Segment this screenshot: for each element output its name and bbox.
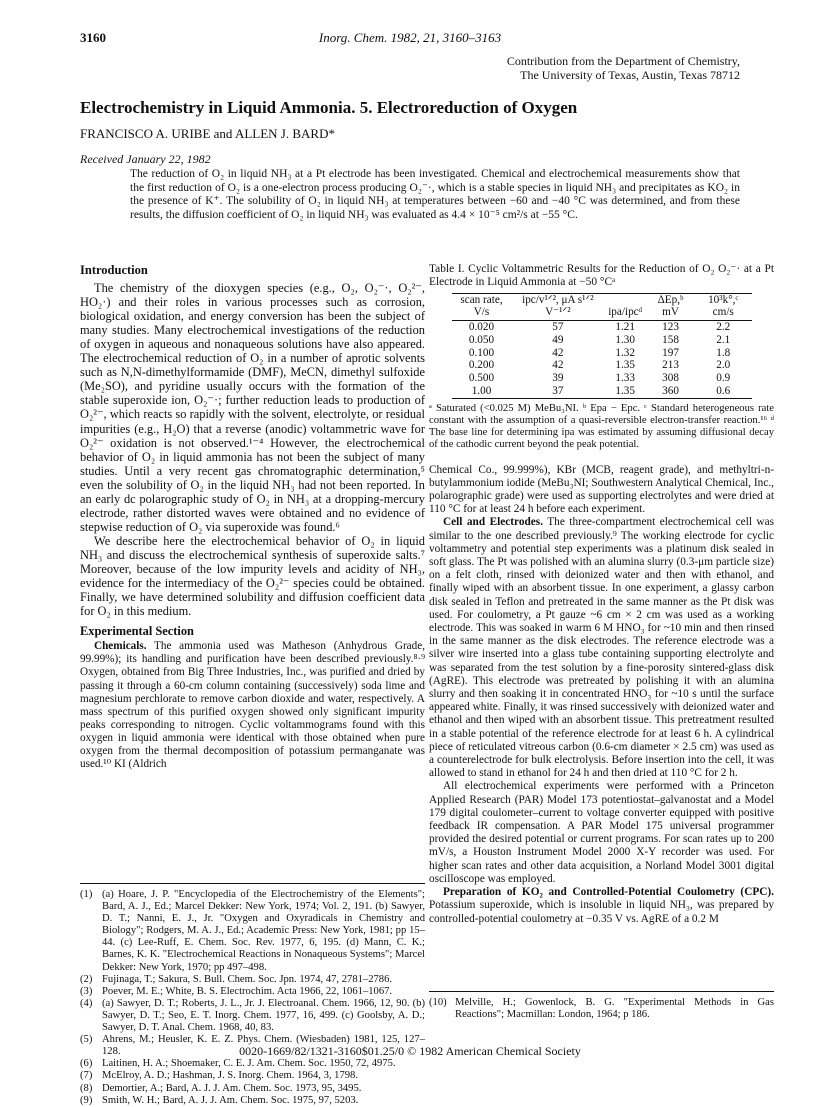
reference-text: Smith, W. H.; Bard, A. J. J. Am. Chem. Soc. 1975, 97, 5203. bbox=[102, 1094, 359, 1106]
reference-item bbox=[80, 889, 425, 974]
references-right bbox=[429, 991, 774, 1021]
reference-number: (8) bbox=[80, 1082, 93, 1094]
reference-text: Laitinen, H. A.; Shoemaker, C. E. J. Am. Chem. Soc. 1950, 72, 4975. bbox=[102, 1058, 396, 1070]
table-cell: 1.33 bbox=[615, 372, 635, 385]
table-cell: 0.100 bbox=[468, 346, 495, 359]
table-cell: 37 bbox=[512, 385, 605, 398]
table-1 bbox=[429, 263, 774, 452]
reference-item bbox=[80, 1070, 425, 1082]
reference-number: (6) bbox=[80, 1058, 93, 1070]
right-column bbox=[429, 263, 774, 926]
reference-text: Ahrens, M.; Heusler, K. E. Z. Phys. Chem. (Wiesbaden) 1981, 125, 127–128. bbox=[102, 1034, 425, 1058]
table-cell: 42 bbox=[552, 346, 564, 359]
table-cell: 1.30 bbox=[615, 333, 635, 346]
reference-text: Poever, M. E.; White, B. S. Electrochim. Acta 1966, 22, 1061–1067. bbox=[102, 985, 393, 997]
column-header: 10³k°,ᶜ cm/s bbox=[695, 294, 752, 321]
column-header: ipa/ipcᵈ bbox=[604, 294, 646, 321]
table-cell: 0.500 bbox=[468, 372, 495, 385]
table-row bbox=[452, 372, 752, 385]
section-heading-introduction: Introduction bbox=[80, 263, 148, 277]
table-row bbox=[452, 347, 752, 360]
table-cell: 0.020 bbox=[468, 321, 495, 333]
table-cell: 2.1 bbox=[716, 333, 731, 346]
table-cell: 197 bbox=[662, 346, 679, 359]
references-left bbox=[80, 883, 425, 1107]
table-cell: 42 bbox=[552, 359, 564, 372]
reference-item bbox=[80, 986, 425, 998]
contribution-line: The University of Texas, Austin, Texas 78712 bbox=[520, 68, 740, 82]
page-number: 3160 bbox=[80, 30, 106, 45]
reference-text: McElroy, A. D.; Hashman, J. S. Inorg. Chem. 1964, 3, 1798. bbox=[102, 1070, 359, 1082]
reference-text: Melville, H.; Gowenlock, B. G. "Experimental Methods in Gas Reactions"; Macmillan: London, 1964; p 186. bbox=[455, 997, 774, 1021]
paragraph-text: The ammonia used was Matheson (Anhydrous Grade, 99.99%); its handling and purification have been described previously.⁸·⁹ Oxygen, obtained from Big Three Industries, Inc., was purified and dried by passing it through a 60-cm column containing (successively) soda lime and magnesium perchlorate to remove carbon dioxide and water, respectively. A mass spectrum of this purified oxygen showed only significant impurity peaks corresponding to nitrogen. Cyclic voltammograms found with this oxygen in liquid ammonia were identical with those obtained when pure oxygen from the thermal decomposition of potassium permanganate was used.¹⁰ KI (Aldrich bbox=[80, 640, 425, 771]
table-cell: 1.8 bbox=[716, 346, 731, 359]
table-caption: Table I. Cyclic Voltammetric Results for the Reduction of O₂ O₂⁻· at a Pt Electrode in Liquid Ammonia at −50 °Cᵃ bbox=[429, 263, 774, 288]
paragraph: Chemical Co., 99.999%), KBr (MCB, reagent grade), and methyltri-n-butylammonium iodide (MeBu₃NI; Southwestern Analytical Chemical, Inc., polarographic grade) were used as supporting electrolytes and were dried at 110 °C for at least 24 h before each experiment. bbox=[429, 463, 774, 516]
journal-citation: Inorg. Chem. 1982, 21, 3160–3163 bbox=[318, 30, 502, 45]
reference-number: (9) bbox=[80, 1094, 93, 1106]
paragraph: We describe here the electrochemical behavior of O₂ in liquid NH₃ and discuss the electrochemical synthesis of superoxide salts.⁷ Moreover, because of the low impurity levels and acidity of NH₃, evidence for the intermediacy of the O₂²⁻ species could be obtained. Finally, we have determined solubility and diffusion coefficient data for O₂ in this medium. bbox=[80, 533, 425, 619]
table-row bbox=[452, 321, 752, 334]
article-authors: FRANCISCO A. URIBE and ALLEN J. BARD* bbox=[80, 126, 335, 141]
table-cell: 0.6 bbox=[695, 385, 752, 398]
table-cell: 0.200 bbox=[468, 359, 495, 372]
paragraph bbox=[429, 516, 774, 780]
table-cell: 0.050 bbox=[468, 333, 495, 346]
table-cell: 1.00 bbox=[452, 385, 512, 398]
reference-number: (1) bbox=[80, 889, 93, 900]
table-cell: 1.35 bbox=[604, 385, 646, 398]
left-column bbox=[80, 263, 425, 771]
paragraph: All electrochemical experiments were performed with a Princeton Applied Research (PAR) Model 173 potentiostat–galvanostat and a Model 179 digital coulometer–current to voltage converter equipped with positive feedback IR compensation. A PAR Model 175 universal programmer provided the desired potential or current programs. For scan rates up to 200 mV/s, a Houston Instrument Model 2000 X-Y recorder was used. For higher scan rates and other data acquisition, a Norland Model 3001 digital oscilloscope was employed. bbox=[429, 780, 774, 885]
received-date: Received January 22, 1982 bbox=[80, 152, 211, 166]
table-cell: 57 bbox=[552, 321, 564, 333]
table-cell: 39 bbox=[552, 372, 564, 385]
table-row bbox=[452, 385, 752, 398]
results-table bbox=[452, 293, 752, 399]
reference-text: (a) Hoare, J. P. "Encyclopedia of the Electrochemistry of the Elements"; Bard, A. J., Ed.; Marcel Dekker: New York, 1974; Vol. 2, 191. (b) Sawyer, D. T.; Nanni, E. J., Jr. "Oxygen and Oxyradicals in Chemistry and Biology"; Rodgers, M. A. J., Ed.; Academic Press: New York, 1981; pp 15–44. (c) Lee-Ruff, E. Chem. Soc. Rev. 1977, 6, 195. (d) Mann, C. K.; Barnes, K. K. "Electrochemical Reactions in Nonaqueous Systems"; Marcel Dekker: New York, 1970; pp 497–498. bbox=[102, 889, 425, 973]
run-in-heading: Cell and Electrodes. bbox=[443, 516, 544, 529]
paragraph-text: The three-compartment electrochemical cell was similar to the one described previously.⁹ The working electrode for cyclic voltammetry and potential step experiments was a platinum disk sealed in soft glass. The Pt was polished with an alumina slurry (0.3-μm particle size) on a felt cloth, rinsed with deionized water and then with ethanol, and finally wiped with an absorbent tissue. In one experiment, a glassy carbon disk sealed in Teflon and pretreated in the same manner as the Pt disk was used. For coulometry, a Pt gauze ~6 cm × 2 cm was used as a working electrode. This was soaked in warm 6 M HNO₃ for ~10 min and then rinsed in the same manner as the disk electrodes. The reference electrode was a silver wire inserted into a glass tube containing supporting electrolyte and was separated from the test solution by a fine-porosity sintered-glass disk (AgRE). This electrode was pretreated by polishing it with an alumina slurry and then soaking it in concentrated HNO₃ for ~10 s until the surface appeared white. Finally, it was rinsed successively with deionized water and ethanol and then wiped with an absorbent tissue. This pretreatment resulted in a stable potential of the reference electrode for at least 6 h. A cylindrical piece of reticulated vitreous carbon (0.6-cm diameter × 2.5 cm) was used as a counterelectrode for bulk electrolysis. Before insertion into the cell, it was allowed to stand in ethanol for 24 h and then dried at 110 °C for 2 h. bbox=[429, 516, 774, 780]
reference-number: (3) bbox=[80, 985, 93, 997]
table-cell: 1.32 bbox=[615, 346, 635, 359]
table-cell: 1.35 bbox=[615, 359, 635, 372]
reference-item bbox=[80, 1095, 425, 1107]
article-title: Electrochemistry in Liquid Ammonia. 5. Electroreduction of Oxygen bbox=[80, 98, 578, 117]
paragraph: The chemistry of the dioxygen species (e.g., O₂, O₂⁻·, O₂²⁻, HO₂·) and their roles in various processes such as corrosion, biological oxidation, and energy conversion has been the subject of many studies. Many electrochemical investigations of the reduction of oxygen in aqueous and nonaqueous solutions have also appeared. The electrochemical reduction of O₂ in a number of aprotic solvents such as N,N-dimethylformamide (DMF), MeCN, dimethyl sulfoxide (Me₂SO), and pyridine usually occurs with the formation of the stable superoxide ion, O₂⁻·; further reduction leads to production of O₂²⁻, which reacts so rapidly with the solvent, electrolyte, or residual impurities (e.g., H₂O) that a reverse (anodic) voltammetric wave for O₂²⁻ oxidation is not observed.¹⁻⁴ However, the electrochemical behavior of O₂ in liquid ammonia has not been the subject of many studies. Until a very recent gas chromatographic determination,⁵ even the solubility of O₂ in the liquid NH₃ had not been reported. In an early dc polarographic study of O₂ in NH₃ at a dropping-mercury electrode, rather distorted waves were obtained and no evidence of stepwise reduction of O₂ via superoxide was found.⁶ bbox=[80, 281, 425, 534]
table-cell: 123 bbox=[662, 321, 679, 333]
reference-number: (5) bbox=[80, 1034, 93, 1046]
reference-number: (7) bbox=[80, 1070, 93, 1082]
section-heading-experimental: Experimental Section bbox=[80, 624, 194, 639]
reference-number: (2) bbox=[80, 973, 93, 985]
table-cell: 213 bbox=[662, 359, 679, 372]
table-footnote: ᵃ Saturated (<0.025 M) MeBu₃NI. ᵇ Epa − Epc. ᶜ Standard heterogeneous rate constant with the assumption of a quasi-reversible electron-transfer reaction.¹⁶ ᵈ The base line for determining ipa was estimated by assuming diffusional decay of the cathodic current beyond the peak potential. bbox=[429, 402, 774, 451]
contribution-note bbox=[320, 54, 740, 82]
paragraph bbox=[80, 640, 425, 771]
abstract: The reduction of O₂ in liquid NH₃ at a Pt electrode has been investigated. Chemical and electrochemical measurements show that the first reduction of O₂ is a one-electron process producing O₂⁻·, which is a stable species in liquid NH₃ and precipitates as KO₂ in the presence of K⁺. The solubility of O₂ in liquid NH₃ at temperatures between −60 and −40 °C was determined, and from these results, the diffusion coefficient of O₂ in liquid NH₃ was evaluated as 4.4 × 10⁻⁵ cm²/s at −55 °C. bbox=[130, 168, 740, 221]
reference-item bbox=[80, 974, 425, 986]
reference-text: Fujinaga, T.; Sakura, S. Bull. Chem. Soc. Jpn. 1974, 47, 2781–2786. bbox=[102, 973, 393, 985]
reference-item bbox=[80, 998, 425, 1034]
reference-item bbox=[429, 997, 774, 1021]
table-cell: 0.9 bbox=[716, 372, 731, 385]
column-header: scan rate, V/s bbox=[452, 294, 512, 321]
reference-number: (4) bbox=[80, 997, 93, 1009]
table-cell: 158 bbox=[662, 333, 679, 346]
column-header: ipc/v¹ᐟ², μA s¹ᐟ² V⁻¹ᐟ² bbox=[512, 294, 605, 321]
table-row bbox=[452, 334, 752, 347]
reference-text: (a) Sawyer, D. T.; Roberts, J. L., Jr. J. Electroanal. Chem. 1966, 12, 90. (b) Sawyer, D. T.; Seo, E. T. Inorg. Chem. 1977, 16, 499. (c) Goolsby, A. D.; Sawyer, D. T. Anal. Chem. 1968, 40, 83. bbox=[102, 997, 425, 1034]
column-header: ΔEp,ᵇ mV bbox=[646, 294, 695, 321]
table-cell: 308 bbox=[662, 372, 679, 385]
running-header bbox=[80, 30, 740, 46]
page-footer: 0020-1669/82/1321-3160$01.25/0 © 1982 American Chemical Society bbox=[239, 1044, 581, 1058]
contribution-line: Contribution from the Department of Chemistry, bbox=[506, 54, 740, 68]
table-cell: 49 bbox=[552, 333, 564, 346]
table-cell: 360 bbox=[646, 385, 695, 398]
run-in-heading: Chemicals. bbox=[94, 640, 147, 653]
reference-number: (10) bbox=[429, 997, 447, 1008]
reference-text: Demortier, A.; Bard, A. J. J. Am. Chem. Soc. 1973, 95, 3495. bbox=[102, 1082, 362, 1094]
table-cell: 1.21 bbox=[615, 321, 635, 333]
run-in-heading: Preparation of KO₂ and Controlled-Potential Coulometry (CPC). bbox=[443, 886, 774, 899]
reference-item bbox=[80, 1058, 425, 1070]
reference-item bbox=[80, 1083, 425, 1095]
paragraph-text: Potassium superoxide, which is insoluble in liquid NH₃, was prepared by controlled-potential coulometry at −0.35 V vs. AgRE of a 0.2 M bbox=[429, 899, 774, 925]
table-row bbox=[452, 359, 752, 372]
paragraph bbox=[429, 886, 774, 926]
table-cell: 2.2 bbox=[716, 321, 731, 333]
table-cell: 2.0 bbox=[716, 359, 731, 372]
